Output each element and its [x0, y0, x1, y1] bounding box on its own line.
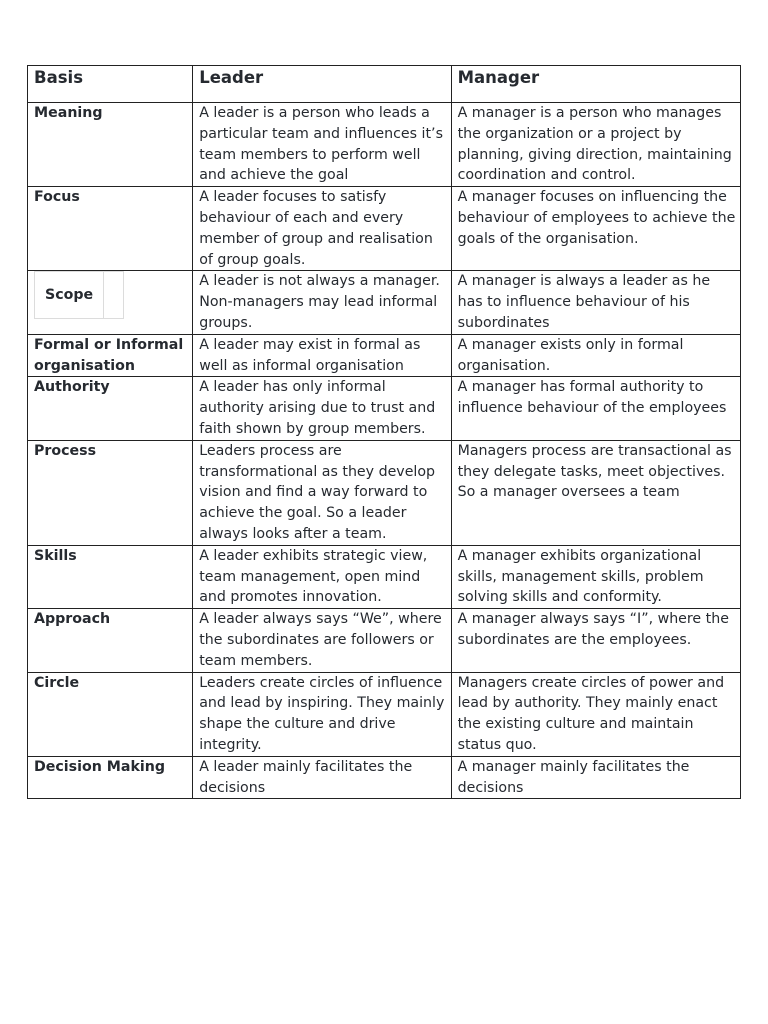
table-header-row — [28, 66, 741, 103]
row-basis: Focus — [28, 187, 193, 271]
leader-vs-manager-table — [27, 65, 741, 799]
row-leader: A leader focuses to satisfy behaviour of each and every member of group and realisation of group goals. — [193, 187, 451, 271]
row-manager: Managers process are transactional as they delegate tasks, meet objectives. So a manager oversees a team — [451, 440, 740, 545]
row-leader: A leader is not always a manager. Non-managers may lead informal groups. — [193, 271, 451, 334]
scope-inner-box — [34, 271, 124, 319]
row-manager: A manager focuses on influencing the behaviour of employees to achieve the goals of the organisation. — [451, 187, 740, 271]
row-leader: Leaders create circles of influence and lead by inspiring. They mainly shape the culture and drive integrity. — [193, 672, 451, 756]
row-manager: A manager has formal authority to influence behaviour of the employees — [451, 377, 740, 440]
header-manager: Manager — [451, 66, 740, 103]
table-row — [28, 187, 741, 271]
table-row — [28, 756, 741, 799]
table-row — [28, 334, 741, 377]
row-basis: Scope — [35, 272, 104, 318]
row-leader: Leaders process are transformational as they develop vision and find a way forward to achieve the goal. So a leader always looks after a team. — [193, 440, 451, 545]
row-basis: Skills — [28, 545, 193, 608]
row-manager: Managers create circles of power and lead by authority. They mainly enact the existing culture and maintain status quo. — [451, 672, 740, 756]
row-leader: A leader exhibits strategic view, team management, open mind and promotes innovation. — [193, 545, 451, 608]
table-row — [28, 672, 741, 756]
row-basis: Approach — [28, 609, 193, 672]
table-row — [28, 440, 741, 545]
row-basis-cell — [28, 271, 193, 334]
row-leader: A leader mainly facilitates the decisions — [193, 756, 451, 799]
row-basis: Formal or Informal organisation — [28, 334, 193, 377]
row-basis: Meaning — [28, 103, 193, 187]
inner-empty-cell — [104, 272, 123, 318]
row-basis: Circle — [28, 672, 193, 756]
row-manager: A manager is a person who manages the organization or a project by planning, giving direction, maintaining coordination and control. — [451, 103, 740, 187]
row-basis: Decision Making — [28, 756, 193, 799]
row-manager: A manager is always a leader as he has to influence behaviour of his subordinates — [451, 271, 740, 334]
table-row — [28, 103, 741, 187]
row-manager: A manager always says “I”, where the subordinates are the employees. — [451, 609, 740, 672]
row-manager: A manager exists only in formal organisation. — [451, 334, 740, 377]
table-row — [28, 545, 741, 608]
header-basis: Basis — [28, 66, 193, 103]
row-basis: Authority — [28, 377, 193, 440]
header-leader: Leader — [193, 66, 451, 103]
table-row — [28, 377, 741, 440]
row-manager: A manager exhibits organizational skills, management skills, problem solving skills and conformity. — [451, 545, 740, 608]
row-manager: A manager mainly facilitates the decisions — [451, 756, 740, 799]
row-basis: Process — [28, 440, 193, 545]
row-leader: A leader has only informal authority arising due to trust and faith shown by group members. — [193, 377, 451, 440]
table-row — [28, 271, 741, 334]
row-leader: A leader is a person who leads a particular team and influences it’s team members to perform well and achieve the goal — [193, 103, 451, 187]
row-leader: A leader may exist in formal as well as informal organisation — [193, 334, 451, 377]
table-row — [28, 609, 741, 672]
row-leader: A leader always says “We”, where the subordinates are followers or team members. — [193, 609, 451, 672]
